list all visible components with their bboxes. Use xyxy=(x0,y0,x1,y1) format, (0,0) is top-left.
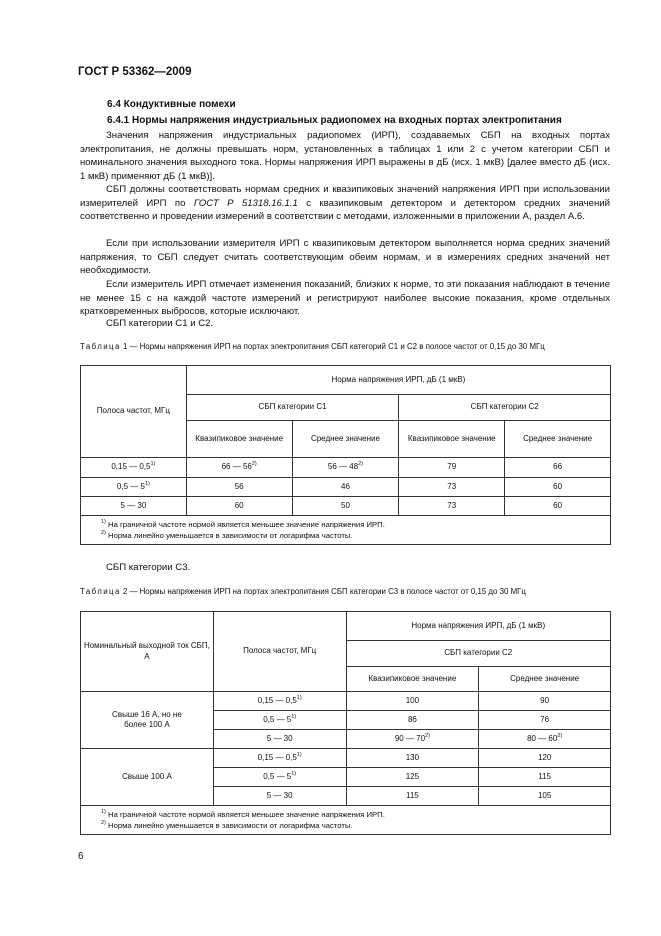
t1-cell-c2-avg: 60 xyxy=(505,478,611,497)
t2-cell-avg: 80 — 60$^{2)}$ xyxy=(479,730,611,749)
t2-cell-band: 0,15 — 0,5$^{1)}$ xyxy=(213,749,346,768)
t2-header-qp: Квазипиковое значение xyxy=(346,667,479,692)
table-2-caption xyxy=(80,586,612,597)
t2-cell-band: 5 — 30 xyxy=(213,730,346,749)
t2-cell-band: 0,5 — 5$^{1)}$ xyxy=(213,711,346,730)
t1-cell-band: 0,15 — 0,5$^{1)}$ xyxy=(81,458,187,478)
t2-cell-qp: 125 xyxy=(346,768,479,787)
table-row xyxy=(81,458,611,478)
t1-cell-c2-qp: 73 xyxy=(399,497,505,516)
section-title: 6.4 Кондуктивные помехи xyxy=(107,99,236,110)
t1-cell-c2-avg: 60 xyxy=(505,497,611,516)
t1-header-c2: СБП категории С2 xyxy=(399,395,611,421)
t1-cell-band: 0,5 — 5$^{1)}$ xyxy=(81,478,187,497)
t1-cell-band: 5 — 30 xyxy=(81,497,187,516)
table-row xyxy=(81,497,611,516)
t1-cell-c2-qp: 73 xyxy=(399,478,505,497)
t2-cell-band: 5 — 30 xyxy=(213,787,346,806)
table-row xyxy=(81,478,611,497)
paragraph-c1-c2: СБП категории С1 и С2. xyxy=(106,318,214,329)
t1-cell-c1-qp: 60 xyxy=(186,497,292,516)
t2-cell-band: 0,5 — 5$^{1)}$ xyxy=(213,768,346,787)
t2-cell-avg: 105 xyxy=(479,787,611,806)
t1-cell-c1-qp: 66 — 56$^{2)}$ xyxy=(186,458,292,478)
t2-cell-qp: 100 xyxy=(346,692,479,711)
t2-header-band: Полоса частот, МГц xyxy=(213,612,346,692)
t2-note-1: $^{1)}$ На граничной частоте нормой является меньшее значение напряжения ИРП. xyxy=(101,809,385,819)
t1-header-c1-avg: Среднее значение xyxy=(292,421,399,458)
t1-cell-c2-avg: 66 xyxy=(505,458,611,478)
table-2-caption-label: Таблица xyxy=(80,587,121,596)
t2-cell-qp: 115 xyxy=(346,787,479,806)
paragraph-2 xyxy=(80,183,610,224)
standard-reference: ГОСТ Р 51318.16.1.1 xyxy=(193,197,298,209)
t2-header-norm: Норма напряжения ИРП, дБ (1 мкВ) xyxy=(346,612,610,641)
t1-cell-c1-avg: 50 xyxy=(292,497,399,516)
t2-cell-qp: 86 xyxy=(346,711,479,730)
t2-header-current: Номинальный выходной ток СБП, А xyxy=(81,612,214,692)
t1-cell-c1-avg: 46 xyxy=(292,478,399,497)
t1-cell-c1-avg: 56 — 48$^{2)}$ xyxy=(292,458,399,478)
t1-notes xyxy=(81,516,611,545)
t2-cell-avg: 90 xyxy=(479,692,611,711)
t2-group-16-100: Свыше 16 А, но не более 100 А xyxy=(81,692,214,749)
t2-cell-avg: 120 xyxy=(479,749,611,768)
t2-cell-band: 0,15 — 0,5$^{1)}$ xyxy=(213,692,346,711)
t2-cell-avg: 115 xyxy=(479,768,611,787)
t1-header-c1-qp: Квазипиковое значение xyxy=(186,421,292,458)
t2-cell-avg: 76 xyxy=(479,711,611,730)
t2-notes xyxy=(81,806,611,835)
t2-group-over-100: Свыше 100 А xyxy=(81,749,214,806)
paragraph-4: Если измеритель ИРП отмечает изменения показаний, близких к норме, то эти показания наблюдают в течение не менее 15 с на каждой частоте измерений и регистрируют наиболее высокие показания, кроме отдельных кратковременных выбросов, которые исключают. xyxy=(80,279,610,318)
table-1-caption xyxy=(80,341,612,352)
t1-header-band: Полоса частот, МГц xyxy=(81,366,187,458)
table-row xyxy=(81,749,611,768)
subsection-title: 6.4.1 Нормы напряжения индустриальных радиопомех на входных портах электропитания xyxy=(107,115,562,126)
t1-header-norm: Норма напряжения ИРП, дБ (1 мкВ) xyxy=(186,366,610,395)
paragraph-2-text-b: с квазипиковым детектором и детектором средних значений соответственно и проведении измерений в соответствии с методами, изложенными в приложении А, раздел А.6. xyxy=(80,197,610,223)
table-1-caption-text: 1 — Нормы напряжения ИРП на портах электропитания СБП категорий С1 и С2 в полосе частот от 0,15 до 30 МГц xyxy=(120,342,545,351)
t1-cell-c2-qp: 79 xyxy=(399,458,505,478)
t2-header-c2: СБП категории С2 xyxy=(346,641,610,667)
t1-note-1: $^{1)}$ На граничной частоте нормой является меньшее значение напряжения ИРП. xyxy=(101,519,385,529)
t1-note-2: $^{2)}$ Норма линейно уменьшается в зависимости от логарифма частоты. xyxy=(101,530,353,540)
table-2-caption-text: 2 — Нормы напряжения ИРП на портах электропитания СБП категории С3 в полосе частот от 0,15 до 30 МГц xyxy=(120,587,526,596)
paragraph-2-text-a: СБП должны соответствовать нормам средних и квазипиковых значений напряжения ИРП при использовании измерителей ИРП по xyxy=(80,184,610,209)
table-1 xyxy=(80,365,611,545)
document-header: ГОСТ Р 53362—2009 xyxy=(78,66,192,78)
paragraph-3: Если при использовании измерителя ИРП с квазипиковым детектором выполняется норма средних значений напряжения, то СБП следует считать соответствующим обеим нормам, и в измерениях средних значений нет необходимости. xyxy=(80,238,610,277)
paragraph-c3: СБП категории С3. xyxy=(106,562,191,573)
t1-header-c2-qp: Квазипиковое значение xyxy=(399,421,505,458)
t1-header-c1: СБП категории С1 xyxy=(186,395,399,421)
t2-note-2: $^{2)}$ Норма линейно уменьшается в зависимости от логарифма частоты. xyxy=(101,820,353,830)
t2-header-avg: Среднее значение xyxy=(479,667,611,692)
t1-cell-c1-qp: 56 xyxy=(186,478,292,497)
t2-cell-qp: 90 — 70$^{2)}$ xyxy=(346,730,479,749)
paragraph-1: Значения напряжения индустриальных радиопомех (ИРП), создаваемых СБП на входных портах электропитания, не должны превышать норм, установленных в таблицах 1 или 2 с учетом категории СБП и номинального значения выходного тока. Нормы напряжения ИРП выражены в дБ (исх. 1 мкВ) [далее вместо дБ (исх. 1 мкВ) применяют дБ (1 мкВ)]. xyxy=(80,130,610,182)
t2-cell-qp: 130 xyxy=(346,749,479,768)
t1-header-c2-avg: Среднее значение xyxy=(505,421,611,458)
table-2 xyxy=(80,611,611,835)
table-row xyxy=(81,692,611,711)
table-1-caption-label: Таблица xyxy=(80,342,121,351)
page-number: 6 xyxy=(78,851,84,862)
